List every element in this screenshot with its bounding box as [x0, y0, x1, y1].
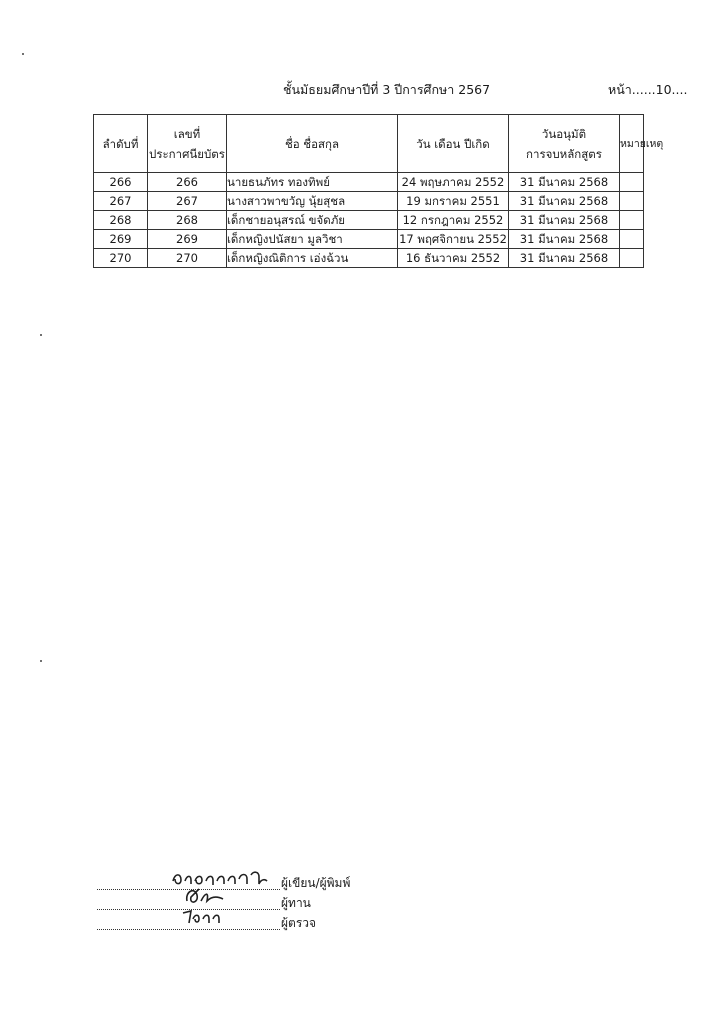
cell-birth-date: 16 ธันวาคม 2552	[398, 249, 509, 268]
column-header-birth-date: วัน เดือน ปีเกิด	[398, 115, 509, 173]
student-register-table	[93, 114, 664, 268]
column-header-remark: หมายเหตุ	[620, 115, 644, 173]
cell-order: 268	[94, 211, 148, 230]
cell-remark	[620, 192, 644, 211]
reviewer-label: ผู้ตรวจ	[281, 916, 317, 930]
column-header-approval-line1: วันอนุมัติ	[541, 126, 587, 141]
scan-speck	[40, 660, 42, 662]
column-header-order: ลำดับที่	[94, 115, 148, 173]
cell-birth-date: 19 มกราคม 2551	[398, 192, 509, 211]
signature-writer-row	[97, 873, 397, 893]
reviewer-dotted-line	[97, 929, 280, 930]
reviewer-signature	[177, 905, 227, 927]
column-header-cert-no	[148, 115, 227, 173]
cell-cert-no: 270	[148, 249, 227, 268]
table-row	[94, 173, 644, 192]
cell-approval-date: 31 มีนาคม 2568	[509, 211, 620, 230]
column-header-approval-date	[509, 115, 620, 173]
scan-speck	[40, 334, 42, 336]
cell-cert-no: 266	[148, 173, 227, 192]
table-row	[94, 249, 644, 268]
cell-cert-no: 268	[148, 211, 227, 230]
cell-order: 269	[94, 230, 148, 249]
cell-order: 266	[94, 173, 148, 192]
cell-order: 267	[94, 192, 148, 211]
signature-checker-row	[97, 893, 397, 913]
cell-remark	[620, 249, 644, 268]
cell-name: นางสาวพาขวัญ นุ้ยสุชล	[227, 192, 398, 211]
column-header-approval-line2: การจบหลักสูตร	[526, 146, 602, 161]
column-header-cert-no-line2: ประกาศนียบัตร	[149, 146, 225, 161]
cell-name: นายธนภัทร ทองทิพย์	[227, 173, 398, 192]
cell-name: เด็กชายอนุสรณ์ ขจัดภัย	[227, 211, 398, 230]
cell-remark	[620, 211, 644, 230]
cell-birth-date: 17 พฤศจิกายน 2552	[398, 230, 509, 249]
document-title: ชั้นมัธยมศึกษาปีที่ 3 ปีการศึกษา 2567	[283, 82, 491, 97]
cell-approval-date: 31 มีนาคม 2568	[509, 192, 620, 211]
cell-cert-no: 267	[148, 192, 227, 211]
cell-approval-date: 31 มีนาคม 2568	[509, 173, 620, 192]
page-number: หน้า......10....	[608, 82, 688, 97]
table-row	[94, 230, 644, 249]
reviewer-signature-graphic	[177, 905, 227, 927]
cell-remark	[620, 173, 644, 192]
cell-cert-no: 269	[148, 230, 227, 249]
cell-birth-date: 12 กรกฎาคม 2552	[398, 211, 509, 230]
cell-order: 270	[94, 249, 148, 268]
signature-reviewer-row	[97, 913, 397, 933]
cell-name: เด็กหญิงณิติการ เอ่งฉ้วน	[227, 249, 398, 268]
cell-remark	[620, 230, 644, 249]
table-row	[94, 192, 644, 211]
column-header-name: ชื่อ ชื่อสกุล	[227, 115, 398, 173]
writer-label: ผู้เขียน/ผู้พิมพ์	[281, 876, 351, 890]
table-header-row	[94, 115, 644, 173]
checker-label: ผู้ทาน	[281, 896, 311, 910]
cell-approval-date: 31 มีนาคม 2568	[509, 249, 620, 268]
cell-name: เด็กหญิงปนัสยา มูลวิชา	[227, 230, 398, 249]
column-header-cert-no-line1: เลขที่	[173, 126, 201, 141]
cell-birth-date: 24 พฤษภาคม 2552	[398, 173, 509, 192]
scan-speck	[22, 53, 24, 55]
cell-approval-date: 31 มีนาคม 2568	[509, 230, 620, 249]
table-row	[94, 211, 644, 230]
